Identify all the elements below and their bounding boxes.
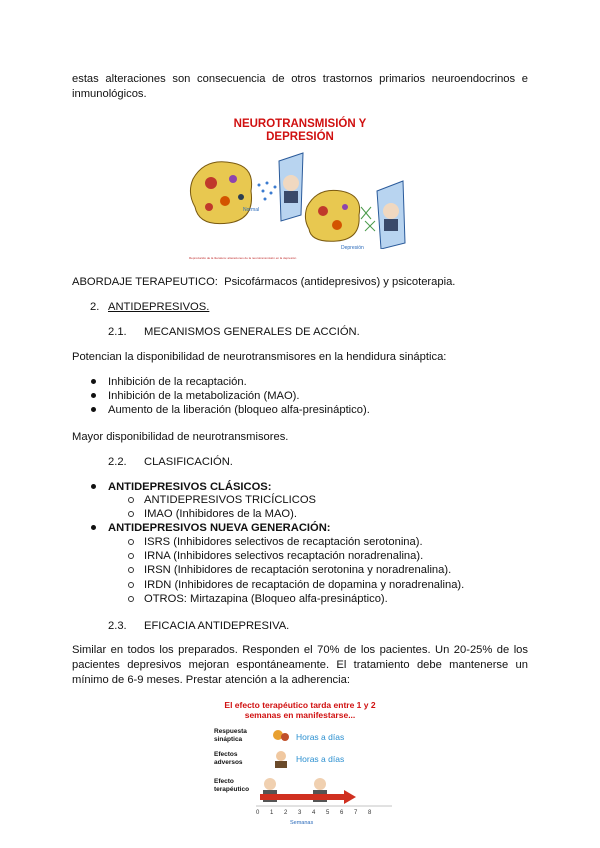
circle-bullet-icon <box>128 539 134 545</box>
circle-bullet-icon <box>128 582 134 588</box>
label-normal: Normal <box>243 207 260 213</box>
bullet-icon <box>91 525 96 530</box>
circle-bullet-icon <box>128 497 134 503</box>
nueva-item-1: ISRS (Inhibidores selectivos de recaptación serotonina). <box>144 536 423 548</box>
circle-bullet-icon <box>128 553 134 559</box>
row1-label-a: Respuesta <box>214 728 247 735</box>
section21-title: MECANISMOS GENERALES DE ACCIÓN. <box>144 326 360 338</box>
mecanismo-item-2: Inhibición de la metabolización (MAO). <box>108 390 300 402</box>
axis-tick: 2 <box>284 810 288 816</box>
section22-number: 2.2. <box>108 456 127 468</box>
axis-ticks <box>248 810 398 818</box>
label-depresion: Depresión <box>341 245 364 251</box>
section21-number: 2.1. <box>108 326 127 338</box>
axis-tick: 1 <box>270 810 274 816</box>
row1-label <box>214 728 247 743</box>
circle-bullet-icon <box>128 567 134 573</box>
intro-line-1: estas alteraciones son consecuencia de otros trastornos primarios neuroendocrinos e <box>72 73 528 85</box>
figure-efecto-terapeutico <box>208 698 392 832</box>
row3-label-b: terapéutico <box>214 785 250 793</box>
figure2-title-line1: El efecto terapéutico tarda entre 1 y 2 <box>224 700 376 710</box>
figure1-title-line2: DEPRESIÓN <box>266 131 334 143</box>
figure2-title-line2: semanas en manifestarse... <box>244 710 356 720</box>
bullet-icon <box>91 407 96 412</box>
clasicos-label: ANTIDEPRESIVOS CLÁSICOS: <box>108 481 272 493</box>
axis-tick: 6 <box>340 810 344 816</box>
mecanismo-item-1: Inhibición de la recaptación. <box>108 376 247 388</box>
synapse-illustration <box>185 149 415 249</box>
section23-title: EFICACIA ANTIDEPRESIVA. <box>144 620 290 632</box>
nueva-label: ANTIDEPRESIVOS NUEVA GENERACIÓN: <box>108 522 331 534</box>
abordaje-label: ABORDAJE TERAPEUTICO: <box>72 276 218 288</box>
mecanismo-item-3: Aumento de la liberación (bloqueo alfa-presináptico). <box>108 404 370 416</box>
nueva-item-5: OTROS: Mirtazapina (Bloqueo alfa-presináptico). <box>144 593 388 605</box>
section22-title: CLASIFICACIÓN. <box>144 456 233 468</box>
row1-value: Horas a días <box>296 732 345 742</box>
clasico-item-1: ANTIDEPRESIVOS TRICÍCLICOS <box>144 494 316 506</box>
axis-tick: 0 <box>256 810 260 816</box>
intro-line-2: inmunológicos. <box>72 88 147 100</box>
abordaje-line <box>72 275 455 289</box>
axis-label: Semanas <box>290 820 314 826</box>
row2-label-a: Efectos <box>214 751 238 758</box>
row1-label-b: sináptica <box>214 735 243 743</box>
row2-value: Horas a días <box>296 754 345 764</box>
figure1-footnote: Reproducido de la literatura: alteraciones de la neurotransmisión en la depresión <box>189 256 297 260</box>
abordaje-text: Psicofármacos (antidepresivos) y psicoterapia. <box>224 276 456 288</box>
clasico-item-2: IMAO (Inhibidores de la MAO). <box>144 508 297 520</box>
therapeutic-timeline <box>256 776 392 812</box>
row2-label <box>214 751 243 766</box>
nueva-item-3: IRSN (Inhibidores de recaptación serotonina y noradrenalina). <box>144 564 452 576</box>
mecanismos-conclusion: Mayor disponibilidad de neurotransmisores. <box>72 431 289 443</box>
bullet-icon <box>91 484 96 489</box>
section2-title: ANTIDEPRESIVOS. <box>108 301 210 313</box>
face-icon <box>272 750 290 768</box>
axis-tick: 3 <box>298 810 302 816</box>
bullet-icon <box>91 393 96 398</box>
row3-label <box>214 778 249 793</box>
circle-bullet-icon <box>128 511 134 517</box>
axis-tick: 7 <box>354 810 358 816</box>
bullet-icon <box>91 379 96 384</box>
axis-tick: 4 <box>312 810 316 816</box>
eficacia-line-1: Similar en todos los preparados. Responden el 70% de los pacientes. Un 20-25% de los <box>72 644 528 656</box>
eficacia-line-2: pacientes depresivos mejoran espontáneamente. El tratamiento debe mantenerse un <box>72 659 528 671</box>
row3-label-a: Efecto <box>214 778 234 785</box>
circle-bullet-icon <box>128 596 134 602</box>
figure-neurotransmision <box>185 115 415 265</box>
eficacia-line-3: mínimo de 6-9 meses. Prestar atención a la adherencia: <box>72 674 350 686</box>
section2-number: 2. <box>90 301 100 313</box>
nueva-item-2: IRNA (Inhibidores selectivos recaptación noradrenalina). <box>144 550 424 562</box>
figure1-title-line1: NEUROTRANSMISIÓN Y <box>233 118 367 130</box>
synapse-icon <box>272 728 290 744</box>
row2-label-b: adversos <box>214 758 243 766</box>
axis-tick: 8 <box>368 810 372 816</box>
nueva-item-4: IRDN (Inhibidores de recaptación de dopamina y noradrenalina). <box>144 579 465 591</box>
section23-number: 2.3. <box>108 620 127 632</box>
mecanismos-intro: Potencian la disponibilidad de neurotransmisores en la hendidura sináptica: <box>72 351 447 363</box>
axis-tick: 5 <box>326 810 330 816</box>
